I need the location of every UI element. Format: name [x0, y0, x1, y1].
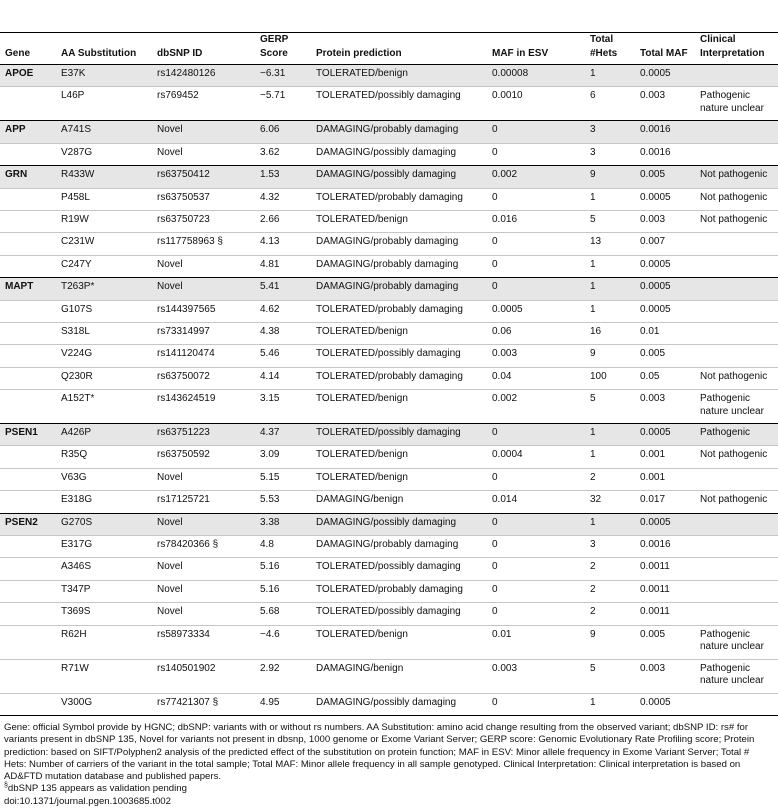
cell-gene: PSEN1: [0, 424, 56, 446]
cell-clinical-interpretation: Pathogenic: [695, 424, 778, 446]
cell-total-hets: 9: [585, 166, 635, 188]
cell-protein-prediction: TOLERATED/benign: [311, 390, 487, 424]
cell-aa-substitution: V287G: [56, 143, 152, 165]
cell-aa-substitution: A426P: [56, 424, 152, 446]
cell-gene: [0, 210, 56, 232]
cell-total-maf: 0.007: [635, 233, 695, 255]
cell-total-hets: 9: [585, 625, 635, 659]
cell-clinical-interpretation: Not pathogenic: [695, 446, 778, 468]
cell-total-hets: 2: [585, 580, 635, 602]
cell-total-hets: 5: [585, 659, 635, 693]
cell-clinical-interpretation: Not pathogenic: [695, 491, 778, 513]
cell-aa-substitution: T263P*: [56, 278, 152, 300]
cell-total-maf: 0.0005: [635, 300, 695, 322]
cell-total-hets: 2: [585, 603, 635, 625]
cell-maf-esv: 0.0004: [487, 446, 585, 468]
cell-gerp-score: 4.8: [255, 536, 311, 558]
table-row: [0, 322, 778, 344]
cell-aa-substitution: Q230R: [56, 367, 152, 389]
cell-total-hets: 6: [585, 87, 635, 121]
cell-gene: APP: [0, 121, 56, 143]
cell-maf-esv: 0.003: [487, 659, 585, 693]
cell-clinical-interpretation: [695, 322, 778, 344]
cell-protein-prediction: TOLERATED/benign: [311, 446, 487, 468]
cell-protein-prediction: DAMAGING/possibly damaging: [311, 513, 487, 535]
table-row: [0, 625, 778, 659]
cell-clinical-interpretation: [695, 580, 778, 602]
cell-total-maf: 0.017: [635, 491, 695, 513]
cell-total-hets: 2: [585, 468, 635, 490]
cell-gerp-score: 4.38: [255, 322, 311, 344]
cell-total-hets: 100: [585, 367, 635, 389]
cell-total-maf: 0.003: [635, 659, 695, 693]
cell-maf-esv: 0: [487, 424, 585, 446]
cell-protein-prediction: TOLERATED/probably damaging: [311, 367, 487, 389]
cell-maf-esv: 0: [487, 255, 585, 277]
cell-dbsnp-id: rs63751223: [152, 424, 255, 446]
cell-total-maf: 0.0005: [635, 424, 695, 446]
cell-total-maf: 0.003: [635, 210, 695, 232]
cell-gene: [0, 558, 56, 580]
table-row: [0, 210, 778, 232]
cell-clinical-interpretation: [695, 233, 778, 255]
col-header-total-hets: Total #Hets: [585, 33, 635, 65]
cell-aa-substitution: R71W: [56, 659, 152, 693]
cell-protein-prediction: TOLERATED/probably damaging: [311, 580, 487, 602]
cell-dbsnp-id: rs63750412: [152, 166, 255, 188]
cell-aa-substitution: E37K: [56, 65, 152, 87]
cell-protein-prediction: TOLERATED/probably damaging: [311, 188, 487, 210]
cell-total-hets: 1: [585, 693, 635, 715]
cell-dbsnp-id: rs143624519: [152, 390, 255, 424]
cell-gene: [0, 659, 56, 693]
cell-gerp-score: 2.66: [255, 210, 311, 232]
cell-maf-esv: 0.003: [487, 345, 585, 367]
cell-dbsnp-id: Novel: [152, 558, 255, 580]
table-row: [0, 300, 778, 322]
cell-maf-esv: 0: [487, 278, 585, 300]
col-header-maf-esv: MAF in ESV: [487, 33, 585, 65]
cell-clinical-interpretation: [695, 65, 778, 87]
cell-gerp-score: 3.38: [255, 513, 311, 535]
cell-maf-esv: 0: [487, 693, 585, 715]
cell-total-hets: 1: [585, 513, 635, 535]
cell-total-hets: 16: [585, 322, 635, 344]
table-row: [0, 121, 778, 143]
cell-clinical-interpretation: [695, 143, 778, 165]
cell-gene: APOE: [0, 65, 56, 87]
cell-gene: [0, 491, 56, 513]
table-row: [0, 255, 778, 277]
col-header-protein-prediction: Protein prediction: [311, 33, 487, 65]
cell-total-maf: 0.003: [635, 390, 695, 424]
cell-aa-substitution: A152T*: [56, 390, 152, 424]
cell-maf-esv: 0: [487, 536, 585, 558]
cell-maf-esv: 0.06: [487, 322, 585, 344]
footnote-pending: [4, 783, 774, 795]
cell-total-hets: 2: [585, 558, 635, 580]
cell-clinical-interpretation: Pathogenic nature unclear: [695, 390, 778, 424]
cell-total-hets: 1: [585, 278, 635, 300]
cell-aa-substitution: P458L: [56, 188, 152, 210]
cell-dbsnp-id: Novel: [152, 603, 255, 625]
cell-total-maf: 0.005: [635, 625, 695, 659]
cell-gene: [0, 87, 56, 121]
cell-aa-substitution: R433W: [56, 166, 152, 188]
cell-total-hets: 3: [585, 536, 635, 558]
footnote-legend: Gene: official Symbol provide by HGNC; dbSNP: variants with or without rs numbers. AA Substitution: amino acid change resulting from the observed variant; dbSNP ID: rs# for variants present in dbSNP 135, Novel for variants not present in dbsnp, 1000 genome or Exome Variant Server; GERP score: Genomic Evolutionary Rate Profiling score; Protein prediction: based on SIFT/Polyphen2 analysis of the predicted effect of the substitution on protein function; MAF in ESV: Minor allele frequency in Exome Variant Server; Total # Hets: Number of carriers of the variant in the total sample; Total MAF: Minor allele frequency in all sample genotyped. Clinical Interpretation: Clinical interpretation is based on AD&FTD mutation database and published papers.: [4, 721, 755, 783]
cell-gene: [0, 143, 56, 165]
cell-total-maf: 0.0005: [635, 513, 695, 535]
cell-dbsnp-id: rs141120474: [152, 345, 255, 367]
cell-clinical-interpretation: [695, 468, 778, 490]
cell-maf-esv: 0: [487, 188, 585, 210]
table-row: [0, 513, 778, 535]
cell-total-maf: 0.0005: [635, 693, 695, 715]
cell-gene: [0, 580, 56, 602]
cell-protein-prediction: TOLERATED/benign: [311, 625, 487, 659]
cell-aa-substitution: G270S: [56, 513, 152, 535]
cell-aa-substitution: A346S: [56, 558, 152, 580]
cell-dbsnp-id: Novel: [152, 580, 255, 602]
cell-aa-substitution: T369S: [56, 603, 152, 625]
cell-maf-esv: 0.04: [487, 367, 585, 389]
table-row: [0, 345, 778, 367]
cell-clinical-interpretation: Not pathogenic: [695, 188, 778, 210]
cell-gerp-score: 5.15: [255, 468, 311, 490]
cell-total-maf: 0.0011: [635, 603, 695, 625]
cell-gerp-score: 1.53: [255, 166, 311, 188]
cell-dbsnp-id: rs142480126: [152, 65, 255, 87]
cell-maf-esv: 0.014: [487, 491, 585, 513]
cell-total-hets: 1: [585, 65, 635, 87]
cell-total-hets: 5: [585, 390, 635, 424]
cell-protein-prediction: DAMAGING/probably damaging: [311, 255, 487, 277]
cell-gene: [0, 625, 56, 659]
cell-aa-substitution: S318L: [56, 322, 152, 344]
table-row: [0, 65, 778, 87]
cell-dbsnp-id: rs140501902: [152, 659, 255, 693]
cell-protein-prediction: TOLERATED/probably damaging: [311, 300, 487, 322]
cell-total-maf: 0.05: [635, 367, 695, 389]
cell-gerp-score: 4.81: [255, 255, 311, 277]
cell-maf-esv: 0.0010: [487, 87, 585, 121]
cell-gerp-score: 5.41: [255, 278, 311, 300]
cell-maf-esv: 0.00008: [487, 65, 585, 87]
cell-dbsnp-id: rs63750537: [152, 188, 255, 210]
cell-clinical-interpretation: Not pathogenic: [695, 367, 778, 389]
cell-dbsnp-id: rs77421307 §: [152, 693, 255, 715]
cell-dbsnp-id: rs769452: [152, 87, 255, 121]
table-row: [0, 558, 778, 580]
cell-gerp-score: 5.46: [255, 345, 311, 367]
cell-dbsnp-id: rs78420366 §: [152, 536, 255, 558]
cell-gerp-score: −6.31: [255, 65, 311, 87]
cell-total-maf: 0.0005: [635, 255, 695, 277]
cell-maf-esv: 0: [487, 558, 585, 580]
cell-protein-prediction: TOLERATED/benign: [311, 65, 487, 87]
cell-total-maf: 0.0011: [635, 558, 695, 580]
cell-gerp-score: 5.16: [255, 558, 311, 580]
cell-gerp-score: −5.71: [255, 87, 311, 121]
cell-protein-prediction: DAMAGING/benign: [311, 659, 487, 693]
cell-protein-prediction: DAMAGING/benign: [311, 491, 487, 513]
cell-gene: [0, 300, 56, 322]
cell-gene: [0, 536, 56, 558]
cell-protein-prediction: TOLERATED/possibly damaging: [311, 603, 487, 625]
cell-total-maf: 0.0011: [635, 580, 695, 602]
cell-protein-prediction: TOLERATED/possibly damaging: [311, 424, 487, 446]
cell-clinical-interpretation: Not pathogenic: [695, 166, 778, 188]
cell-gerp-score: 5.68: [255, 603, 311, 625]
col-header-gerp-score: GERP Score: [255, 33, 311, 65]
cell-protein-prediction: TOLERATED/benign: [311, 322, 487, 344]
cell-maf-esv: 0: [487, 143, 585, 165]
cell-maf-esv: 0: [487, 580, 585, 602]
table-row: [0, 143, 778, 165]
cell-maf-esv: 0.01: [487, 625, 585, 659]
table-row: [0, 491, 778, 513]
cell-clinical-interpretation: [695, 558, 778, 580]
cell-total-maf: 0.005: [635, 166, 695, 188]
cell-dbsnp-id: rs63750723: [152, 210, 255, 232]
col-header-total-maf: Total MAF: [635, 33, 695, 65]
cell-protein-prediction: TOLERATED/possibly damaging: [311, 558, 487, 580]
cell-maf-esv: 0.0005: [487, 300, 585, 322]
footnote-symbol: §: [4, 782, 8, 790]
cell-total-hets: 3: [585, 143, 635, 165]
table-row: [0, 446, 778, 468]
cell-aa-substitution: A741S: [56, 121, 152, 143]
cell-protein-prediction: TOLERATED/benign: [311, 468, 487, 490]
table-row: [0, 424, 778, 446]
cell-clinical-interpretation: Not pathogenic: [695, 210, 778, 232]
cell-aa-substitution: G107S: [56, 300, 152, 322]
cell-gerp-score: 4.95: [255, 693, 311, 715]
cell-gene: [0, 367, 56, 389]
cell-gene: [0, 345, 56, 367]
cell-gerp-score: 4.62: [255, 300, 311, 322]
cell-dbsnp-id: Novel: [152, 143, 255, 165]
table-row: [0, 603, 778, 625]
footnote-pending-text: dbSNP 135 appears as validation pending: [7, 783, 187, 795]
table-row: [0, 468, 778, 490]
cell-aa-substitution: C247Y: [56, 255, 152, 277]
table-row: [0, 390, 778, 424]
cell-gene: [0, 468, 56, 490]
cell-aa-substitution: V224G: [56, 345, 152, 367]
cell-gene: PSEN2: [0, 513, 56, 535]
cell-total-maf: 0.0016: [635, 121, 695, 143]
cell-protein-prediction: DAMAGING/possibly damaging: [311, 143, 487, 165]
cell-clinical-interpretation: [695, 345, 778, 367]
cell-total-maf: 0.0016: [635, 143, 695, 165]
col-header-clinical-interpretation: Clinical Interpretation: [695, 33, 778, 65]
cell-total-hets: 3: [585, 121, 635, 143]
cell-gerp-score: 3.62: [255, 143, 311, 165]
cell-gerp-score: 2.92: [255, 659, 311, 693]
cell-gene: [0, 233, 56, 255]
cell-maf-esv: 0: [487, 121, 585, 143]
cell-gerp-score: 4.32: [255, 188, 311, 210]
cell-dbsnp-id: rs58973334: [152, 625, 255, 659]
variant-table: [0, 33, 778, 716]
col-header-gene: Gene: [0, 33, 56, 65]
cell-maf-esv: 0.002: [487, 390, 585, 424]
cell-clinical-interpretation: [695, 278, 778, 300]
cell-aa-substitution: R62H: [56, 625, 152, 659]
cell-gene: GRN: [0, 166, 56, 188]
header-row: [0, 33, 778, 65]
cell-dbsnp-id: Novel: [152, 513, 255, 535]
table-row: [0, 278, 778, 300]
cell-protein-prediction: DAMAGING/possibly damaging: [311, 693, 487, 715]
cell-total-maf: 0.0005: [635, 65, 695, 87]
cell-total-maf: 0.0005: [635, 188, 695, 210]
cell-gerp-score: 5.16: [255, 580, 311, 602]
footnote-doi: doi:10.1371/journal.pgen.1003685.t002: [4, 795, 171, 807]
cell-total-maf: 0.005: [635, 345, 695, 367]
cell-aa-substitution: E317G: [56, 536, 152, 558]
cell-clinical-interpretation: [695, 513, 778, 535]
cell-dbsnp-id: Novel: [152, 468, 255, 490]
cell-total-hets: 1: [585, 446, 635, 468]
cell-gene: MAPT: [0, 278, 56, 300]
cell-dbsnp-id: rs17125721: [152, 491, 255, 513]
cell-dbsnp-id: rs63750592: [152, 446, 255, 468]
table-row: [0, 693, 778, 715]
cell-dbsnp-id: Novel: [152, 278, 255, 300]
table-row: [0, 659, 778, 693]
cell-clinical-interpretation: [695, 536, 778, 558]
cell-total-hets: 5: [585, 210, 635, 232]
cell-protein-prediction: DAMAGING/probably damaging: [311, 278, 487, 300]
cell-total-maf: 0.003: [635, 87, 695, 121]
cell-total-hets: 1: [585, 300, 635, 322]
cell-clinical-interpretation: Pathogenic nature unclear: [695, 625, 778, 659]
cell-total-maf: 0.01: [635, 322, 695, 344]
cell-dbsnp-id: rs63750072: [152, 367, 255, 389]
table-row: [0, 367, 778, 389]
cell-total-hets: 32: [585, 491, 635, 513]
cell-gerp-score: 3.09: [255, 446, 311, 468]
cell-clinical-interpretation: Pathogenic nature unclear: [695, 87, 778, 121]
cell-total-hets: 1: [585, 255, 635, 277]
cell-protein-prediction: DAMAGING/probably damaging: [311, 536, 487, 558]
cell-gene: [0, 390, 56, 424]
cell-gerp-score: 4.13: [255, 233, 311, 255]
table-row: [0, 87, 778, 121]
cell-clinical-interpretation: [695, 255, 778, 277]
cell-gene: [0, 446, 56, 468]
cell-total-maf: 0.001: [635, 446, 695, 468]
cell-aa-substitution: V300G: [56, 693, 152, 715]
cell-gerp-score: 4.14: [255, 367, 311, 389]
cell-dbsnp-id: rs73314997: [152, 322, 255, 344]
cell-maf-esv: 0.002: [487, 166, 585, 188]
cell-clinical-interpretation: [695, 603, 778, 625]
cell-gene: [0, 322, 56, 344]
cell-gerp-score: 5.53: [255, 491, 311, 513]
col-header-dbsnp-id: dbSNP ID: [152, 33, 255, 65]
cell-protein-prediction: TOLERATED/possibly damaging: [311, 345, 487, 367]
cell-aa-substitution: T347P: [56, 580, 152, 602]
cell-clinical-interpretation: [695, 121, 778, 143]
cell-gene: [0, 603, 56, 625]
cell-dbsnp-id: Novel: [152, 121, 255, 143]
cell-total-hets: 1: [585, 188, 635, 210]
cell-protein-prediction: TOLERATED/benign: [311, 210, 487, 232]
cell-clinical-interpretation: [695, 693, 778, 715]
cell-protein-prediction: DAMAGING/probably damaging: [311, 233, 487, 255]
cell-aa-substitution: R35Q: [56, 446, 152, 468]
table-row: [0, 580, 778, 602]
cell-total-hets: 1: [585, 424, 635, 446]
cell-total-hets: 9: [585, 345, 635, 367]
cell-aa-substitution: C231W: [56, 233, 152, 255]
cell-protein-prediction: DAMAGING/possibly damaging: [311, 166, 487, 188]
cell-gerp-score: 6.06: [255, 121, 311, 143]
cell-dbsnp-id: rs144397565: [152, 300, 255, 322]
table-row: [0, 233, 778, 255]
cell-maf-esv: 0: [487, 513, 585, 535]
cell-aa-substitution: E318G: [56, 491, 152, 513]
cell-maf-esv: 0.016: [487, 210, 585, 232]
cell-aa-substitution: V63G: [56, 468, 152, 490]
table-row: [0, 536, 778, 558]
cell-total-hets: 13: [585, 233, 635, 255]
cell-maf-esv: 0: [487, 233, 585, 255]
col-header-aa-substitution: AA Substitution: [56, 33, 152, 65]
table-body: [0, 65, 778, 716]
cell-aa-substitution: R19W: [56, 210, 152, 232]
cell-maf-esv: 0: [487, 603, 585, 625]
cell-protein-prediction: DAMAGING/probably damaging: [311, 121, 487, 143]
cell-gerp-score: 4.37: [255, 424, 311, 446]
cell-gerp-score: 3.15: [255, 390, 311, 424]
cell-gene: [0, 188, 56, 210]
cell-total-maf: 0.0005: [635, 278, 695, 300]
cell-dbsnp-id: Novel: [152, 255, 255, 277]
cell-aa-substitution: L46P: [56, 87, 152, 121]
cell-total-maf: 0.001: [635, 468, 695, 490]
cell-gene: [0, 255, 56, 277]
table-footnote: [0, 716, 778, 808]
table-row: [0, 188, 778, 210]
cell-gene: [0, 693, 56, 715]
cell-protein-prediction: TOLERATED/possibly damaging: [311, 87, 487, 121]
table-row: [0, 166, 778, 188]
cell-total-maf: 0.0016: [635, 536, 695, 558]
cell-clinical-interpretation: [695, 300, 778, 322]
cell-clinical-interpretation: Pathogenic nature unclear: [695, 659, 778, 693]
cell-dbsnp-id: rs117758963 §: [152, 233, 255, 255]
top-rule: [0, 0, 778, 33]
cell-maf-esv: 0: [487, 468, 585, 490]
cell-gerp-score: −4.6: [255, 625, 311, 659]
